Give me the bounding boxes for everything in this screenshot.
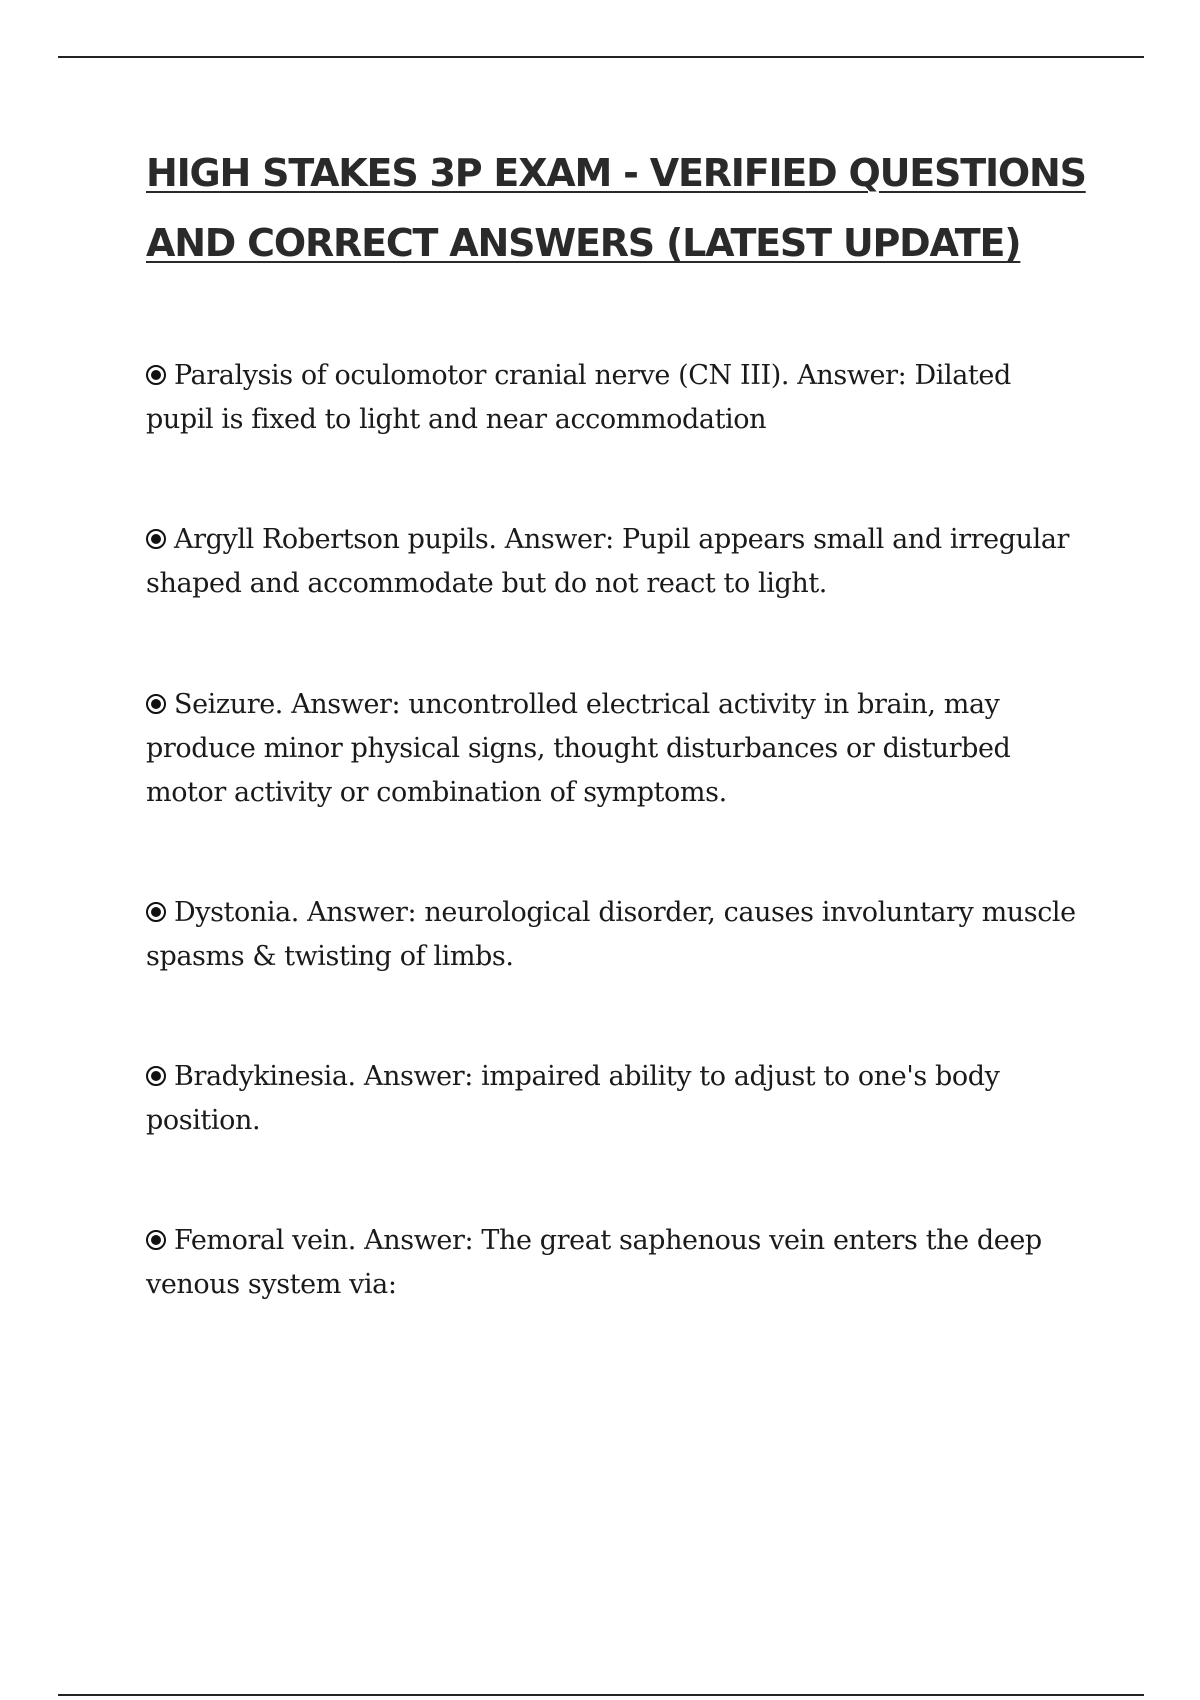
qa-item <box>146 683 1076 815</box>
qa-answer: Answer: The great saphenous vein enters the deep venous system via: <box>146 1225 1042 1300</box>
bottom-divider <box>58 1694 1144 1696</box>
qa-item <box>146 1055 1076 1143</box>
qa-item <box>146 354 1076 442</box>
qa-answer: Answer: Pupil appears small and irregular shaped and accommodate but do not react to light. <box>146 524 1070 599</box>
radio-bullet-icon <box>146 902 166 922</box>
qa-term: Bradykinesia. <box>174 1061 356 1092</box>
qa-term: Argyll Robertson pupils. <box>174 524 497 555</box>
radio-bullet-icon <box>146 365 166 385</box>
qa-answer: Answer: Dilated pupil is fixed to light and near accommodation <box>146 360 1011 435</box>
qa-answer: Answer: impaired ability to adjust to one's body position. <box>146 1061 1000 1136</box>
qa-answer: Answer: uncontrolled electrical activity in brain, may produce minor physical signs, thought disturbances or disturbed motor activity or combination of symptoms. <box>146 689 1011 808</box>
top-divider <box>58 56 1144 58</box>
qa-item <box>146 891 1076 979</box>
qa-term: Femoral vein. <box>174 1225 356 1256</box>
qa-item <box>146 1219 1076 1307</box>
radio-bullet-icon <box>146 1230 166 1250</box>
qa-term: Seizure. <box>174 689 283 720</box>
qa-item <box>146 518 1076 606</box>
page-title: HIGH STAKES 3P EXAM - VERIFIED QUESTIONS AND CORRECT ANSWERS (LATEST UPDATE) <box>146 151 1086 265</box>
radio-bullet-icon <box>146 694 166 714</box>
radio-bullet-icon <box>146 1066 166 1086</box>
qa-term: Paralysis of oculomotor cranial nerve (CN III). <box>174 360 790 391</box>
qa-term: Dystonia. <box>174 897 299 928</box>
qa-answer: Answer: neurological disorder, causes involuntary muscle spasms & twisting of limbs. <box>146 897 1076 972</box>
radio-bullet-icon <box>146 529 166 549</box>
